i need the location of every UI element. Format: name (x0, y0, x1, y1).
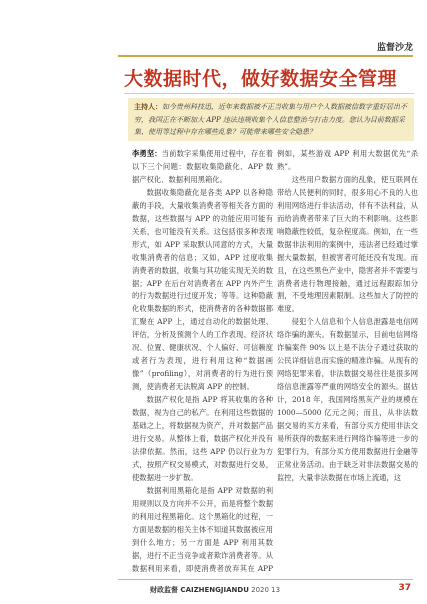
section-tag: 监督沙龙 (376, 43, 413, 53)
issue-number: 2020 13 (251, 586, 281, 594)
magazine-name: 财政监督 CAIZHENGJIANDU (150, 586, 249, 594)
paragraph: 李勇坚：当前数字采集使用过程中，存在着以下三个问题：数据收集隐蔽化、APP 数据产权化、数据利用黑箱化。 (132, 149, 273, 184)
speaker-name: 李勇坚： (132, 149, 162, 158)
footer (150, 585, 280, 595)
title-block (124, 64, 414, 94)
intro-text: 如今贵州科技迅，近年来数据被不正当收集与用户个人数据被信数字重好居出不穷，我国正在不断加大 APP 违法违规收集个人信息整治与打击力度。您认为目前数据采集、使用等过程中存在哪些乱象？可能带来哪些安全隐患？ (134, 103, 407, 137)
article-title: 大数据时代，做好数据安全管理 (124, 68, 398, 90)
paragraph: 数据利用黑箱化是指 APP 对数据的利用规则以及方向并不公开，而是将整个数据的利用过程黑箱化。这个黑箱化的过程，一方面是数据的相关主体不知道其数据被应用到什么地方；另一方面是 APP 利用其数据，进行不正当竞争或者欺诈消费者等。从数据利用来看，即使消费者放弃其在 APP (132, 485, 273, 573)
paragraph: 数据产权化是指 APP 将其收集的各种数据，视为自己的私产。在利用这些数据的基础之上，将数据视为资产，并对数据产品进行交易。从整体上看，数据产权化并没有法律依据。然而，这些 APP 仍以行业为方式，按照产权交易模式，对数据进行交易，使数据进一步扩散。 (132, 395, 273, 482)
text-column-left (132, 148, 273, 576)
page-number: 37 (398, 583, 411, 593)
intro-box (128, 98, 414, 141)
paragraph: 这些用户数据方面的乱象，使互联网在带给人民便利的同时，很多用心不良的人也利用网络进行非法活动，伴有不法利益，从而给消费者带来了巨大的不利影响。这些影响隐蔽性较低，复杂程度高。例如，在一些数据非法利用的案例中，违法者已经通过掌握大量数据，但被害者可能还没有发现。而且，在这些黑色产业中，隐害者并不需要与消费者进行物理接触，通过远程跟踪加分割，不受地理因素限制。这些加大了防控的难度。 (277, 174, 418, 314)
footer-rule (118, 579, 413, 580)
intro-host-label: 主持人： (134, 102, 162, 111)
text-column-right (277, 148, 418, 576)
paragraph: 侵犯个人信息和个人信息泄露是电信网络诈骗的源头。有数据显示，目前电信网络诈骗案件 90% 以上是不法分子通过获取的公民详细信息而实施的精准诈骗。从现有的网络犯罪来看，非法数据交易往往是很多网络信息泄露等严重的网络安全的源头。据估计，2018 年，我国网络黑灰产业的规模在 1000—5000 亿元之间；而且，从非法数据交易的买方来看，有部分买方使用非法交易所获得的数据来进行网络诈骗等进一步的犯罪行为，有部分买方使用数据进行金融等正常业务活动。由于缺乏对非法数据交易的监控，大量非法数据在市场上流通，这 (277, 317, 418, 482)
section-rule (118, 55, 413, 57)
paragraph: 例如，某些游戏 APP 利用大数据优先“杀熟”。 (277, 149, 418, 171)
paragraph: 数据收集隐蔽化是各类 APP 以各种隐蔽的手段，大量收集消费者等相关各方面的数据，这些数据与 APP 的功能应用可能有关系，也可能没有关系。这包括很多种表现形式，如 APP 采取默认同意的方式，大量收集消费者的信息；又如，APP 过度收集消费者的数据，收集与其功能实现无关的数据；APP 在后台对消费者在 APP 内外产生的行为数据进行过度开发；等等。这种隐蔽化收集数据的形式，使消费者的各种数据都汇聚在 APP 上，通过自动化的数据处理、评估，分析及预测个人的工作表现、经济状况、位置、健康状况、个人偏好、可信赖度或者行为表现，进行利用这种“数据画像”（profiling），对消费者的行为进行预测，使消费者无法脱离 APP 的控制。 (132, 187, 273, 392)
